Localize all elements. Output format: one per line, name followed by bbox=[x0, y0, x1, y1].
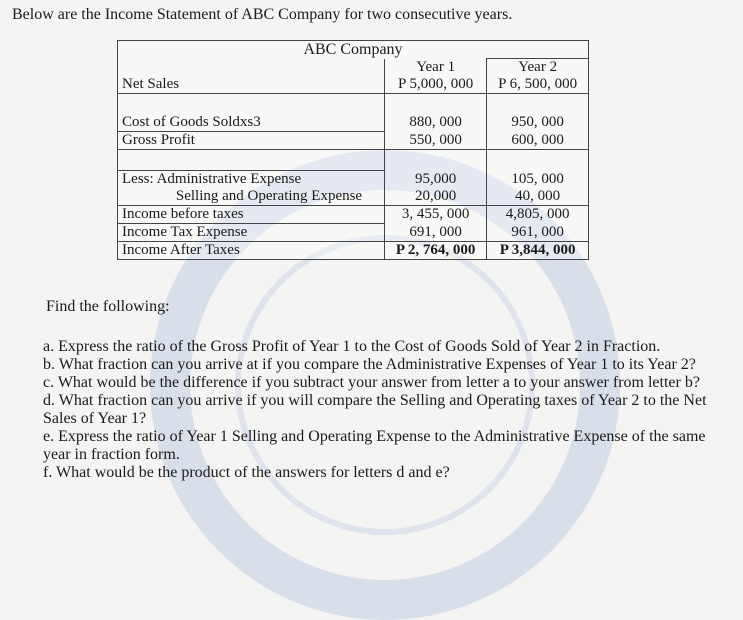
find-heading: Find the following: bbox=[46, 298, 170, 315]
label-income-after-taxes: Income After Taxes bbox=[118, 242, 385, 260]
row-admin-expense bbox=[118, 171, 589, 189]
row-income-after-taxes bbox=[118, 242, 589, 260]
question-d: d. What fraction can you arrive if you will compare the Selling and Operating taxes of Year 2 to the Net Sales of Year 1? bbox=[43, 392, 707, 427]
label-admin-expense: Less: Administrative Expense bbox=[118, 171, 385, 189]
question-f: f. What would be the product of the answers for letters d and e? bbox=[43, 464, 450, 481]
question-e: e. Express the ratio of Year 1 Selling and Operating Expense to the Administrative Expense of the same year in fraction form. bbox=[43, 428, 706, 463]
tax-y1: 691, 000 bbox=[385, 224, 487, 242]
question-b: b. What fraction can you arrive at if you compare the Administrative Expenses of Year 1 to its Year 2? bbox=[43, 356, 696, 373]
row-cogs bbox=[118, 114, 589, 132]
cogs-y2: 950, 000 bbox=[487, 114, 589, 132]
row-gross-profit bbox=[118, 132, 589, 150]
admin-y2: 105, 000 bbox=[487, 171, 589, 189]
net-sales-y2: P 6, 500, 000 bbox=[487, 76, 589, 94]
gross-y1: 550, 000 bbox=[385, 132, 487, 150]
label-net-sales: Net Sales bbox=[118, 76, 385, 94]
label-selling-expense: Selling and Operating Expense bbox=[118, 188, 385, 206]
row-net-sales bbox=[118, 76, 589, 94]
row-selling-expense bbox=[118, 188, 589, 206]
label-cogs: Cost of Goods Soldxs3 bbox=[118, 114, 385, 132]
row-income-before-taxes bbox=[118, 206, 589, 224]
header-year-1: Year 1 bbox=[385, 59, 487, 77]
company-title: ABC Company bbox=[118, 41, 589, 59]
income-statement-table bbox=[117, 40, 589, 260]
row-income-tax bbox=[118, 224, 589, 242]
before-tax-y1: 3, 455, 000 bbox=[385, 206, 487, 224]
after-tax-y1: P 2, 764, 000 bbox=[385, 242, 487, 260]
question-c: c. What would be the difference if you subtract your answer from letter a to your answer from letter b? bbox=[43, 374, 700, 391]
before-tax-y2: 4,805, 000 bbox=[487, 206, 589, 224]
question-list bbox=[43, 338, 723, 482]
question-a: a. Express the ratio of the Gross Profit of Year 1 to the Cost of Goods Sold of Year 2 in Fraction. bbox=[43, 338, 661, 355]
intro-text: Below are the Income Statement of ABC Company for two consecutive years. bbox=[12, 6, 513, 23]
after-tax-y2: P 3,844, 000 bbox=[487, 242, 589, 260]
label-gross-profit: Gross Profit bbox=[118, 132, 385, 150]
label-income-tax: Income Tax Expense bbox=[118, 224, 385, 242]
net-sales-y1: P 5,000, 000 bbox=[385, 76, 487, 94]
tax-y2: 961, 000 bbox=[487, 224, 589, 242]
selling-y1: 20,000 bbox=[385, 188, 487, 206]
header-year-2: Year 2 bbox=[487, 59, 589, 77]
gross-y2: 600, 000 bbox=[487, 132, 589, 150]
selling-y2: 40, 000 bbox=[487, 188, 589, 206]
label-income-before-taxes: Income before taxes bbox=[118, 206, 385, 224]
cogs-y1: 880, 000 bbox=[385, 114, 487, 132]
admin-y1: 95,000 bbox=[385, 171, 487, 189]
